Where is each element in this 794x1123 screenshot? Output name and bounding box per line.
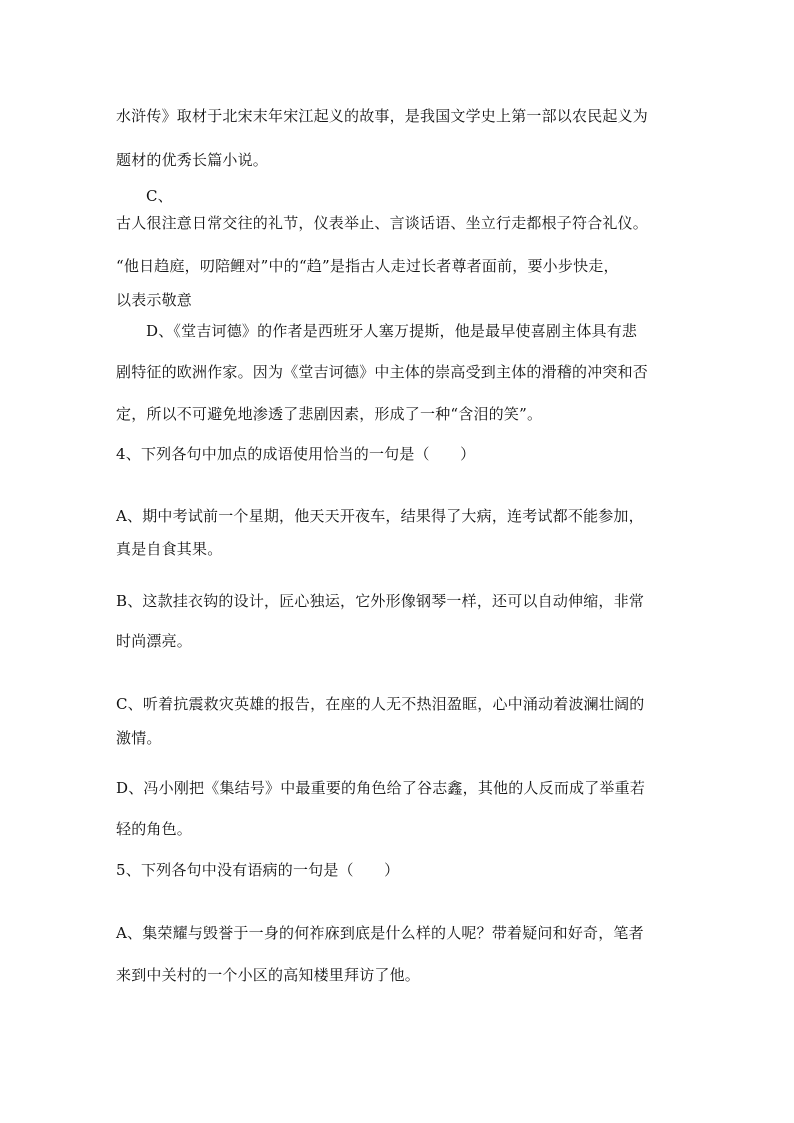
question-option: 激情。 (116, 729, 162, 747)
text-line: 定，所以不可避免地渗透了悲剧因素，形成了一种“含泪的笑”。 (116, 405, 543, 423)
question-option: C、听着抗震救灾英雄的报告，在座的人无不热泪盈眶，心中涌动着波澜壮阔的 (116, 695, 645, 713)
text-line: 剧特征的欧洲作家。因为《堂吉诃德》中主体的崇高受到主体的滑稽的冲突和否 (116, 363, 649, 381)
question-option: D、冯小刚把《集结号》中最重要的角色给了谷志鑫，其他的人反而成了举重若 (116, 779, 646, 797)
text-line: “他日趋庭，叨陪鲤对”中的“趋”是指古人走过长者尊者面前，要小步快走， (116, 257, 619, 275)
question-option: 来到中关村的一个小区的高知楼里拜访了他。 (116, 966, 421, 984)
option-label: C、 (146, 187, 173, 205)
question-option: 时尚漂亮。 (116, 632, 193, 650)
question-option: 轻的角色。 (116, 820, 193, 838)
question-option: 真是自食其果。 (116, 540, 223, 558)
text-line: 题材的优秀长篇小说。 (116, 151, 269, 169)
question-option: A、期中考试前一个星期，他天天开夜车，结果得了大病，连考试都不能参加， (116, 507, 644, 525)
question-option: B、这款挂衣钩的设计，匠心独运，它外形像钢琴一样，还可以自动伸缩，非常 (116, 592, 645, 610)
question-heading: 4、下列各句中加点的成语使用恰当的一句是（ ） (116, 445, 476, 463)
text-line: 以表示敬意 (116, 291, 193, 309)
question-heading: 5、下列各句中没有语病的一句是（ ） (116, 861, 400, 879)
text-line: 水浒传》取材于北宋末年宋江起义的故事，是我国文学史上第一部以农民起义为 (116, 107, 649, 125)
text-line: 古人很注意日常交往的礼节，仪表举止、言谈话语、坐立行走都根子符合礼仪。 (116, 214, 649, 232)
text-line: D、《堂吉诃德》的作者是西班牙人塞万提斯，他是最早使喜剧主体具有悲 (146, 322, 638, 340)
question-option: A、集荣耀与毁誉于一身的何祚庥到底是什么样的人呢？带着疑问和好奇，笔者 (116, 924, 644, 942)
